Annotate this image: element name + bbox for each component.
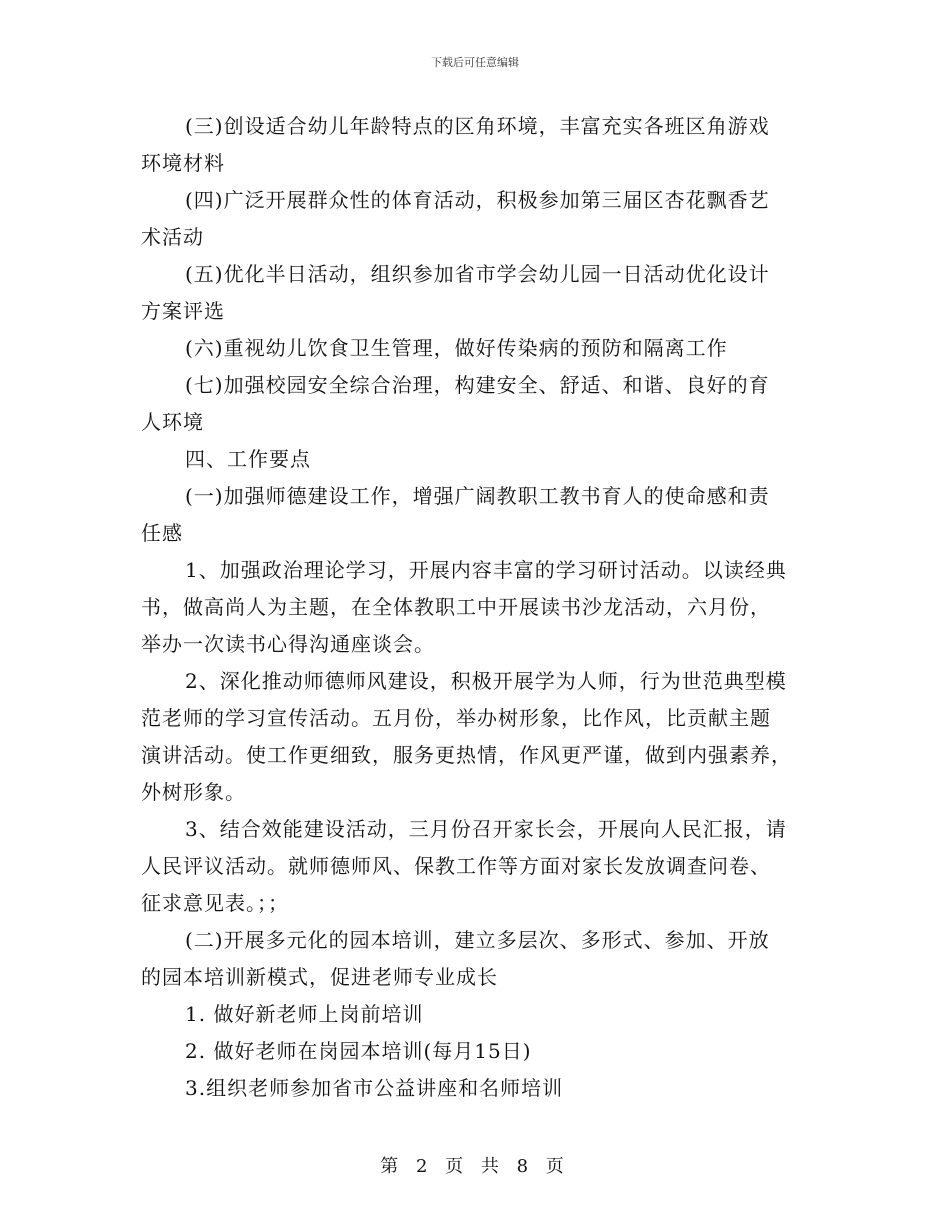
paragraph-line: 2、深化推动师德师风建设，积极开展学为人师，行为世范典型模	[185, 669, 787, 693]
paragraph-line: 1、加强政治理论学习，开展内容丰富的学习研讨活动。以读经典	[185, 558, 787, 582]
page-number: 第 2 页 共 8 页	[380, 1156, 570, 1177]
paragraph-line: (六)重视幼儿饮食卫生管理，做好传染病的预防和隔离工作	[185, 336, 728, 360]
paragraph-line: 人环境	[141, 410, 204, 434]
paragraph-line: 方案评选	[141, 299, 225, 323]
paragraph-line: 范老师的学习宣传活动。五月份，举办树形象，比作风，比贡献主题	[141, 706, 771, 730]
paragraph-line: 环境材料	[141, 151, 225, 175]
paragraph-line: 的园本培训新模式，促进老师专业成长	[141, 965, 498, 989]
paragraph-line: 人民评议活动。就师德师风、保教工作等方面对家长发放调查问卷、	[141, 854, 771, 878]
paragraph-line: (二)开展多元化的园本培训，建立多层次、多形式、参加、开放	[185, 928, 770, 952]
paragraph-line: (七)加强校园安全综合治理，构建安全、舒适、和谐、良好的育	[185, 373, 770, 397]
paragraph-line: (四)广泛开展群众性的体育活动，积极参加第三届区杏花飘香艺	[185, 188, 770, 212]
paragraph-line: 书，做高尚人为主题，在全体教职工中开展读书沙龙活动，六月份，	[141, 595, 771, 619]
paragraph-line: 外树形象。	[141, 780, 246, 804]
list-item: 3.组织老师参加省市公益讲座和名师培训	[185, 1076, 564, 1100]
paragraph-line: (五)优化半日活动，组织参加省市学会幼儿园一日活动优化设计	[185, 262, 770, 286]
paragraph-line: (三)创设适合幼儿年龄特点的区角环境，丰富充实各班区角游戏	[185, 114, 770, 138]
paragraph-line: 术活动	[141, 225, 204, 249]
paragraph-line: 演讲活动。使工作更细致，服务更热情，作风更严谨，做到内强素养，	[141, 743, 792, 767]
paragraph-line: 3、结合效能建设活动，三月份召开家长会，开展向人民汇报，请	[185, 817, 787, 841]
section-heading: 四、工作要点	[185, 447, 311, 471]
paragraph-line: 征求意见表。；；	[141, 891, 289, 915]
document-body	[141, 108, 809, 1107]
list-item: 2. 做好老师在岗园本培训(每月15日)	[185, 1039, 532, 1063]
paragraph-line: (一)加强师德建设工作，增强广阔教职工教书育人的使命感和责	[185, 484, 770, 508]
page-header: 下载后可任意编辑	[431, 56, 519, 69]
paragraph-line: 举办一次读书心得沟通座谈会。	[141, 632, 435, 656]
list-item: 1. 做好新老师上岗前培训	[185, 1002, 424, 1026]
paragraph-line: 任感	[141, 521, 183, 545]
